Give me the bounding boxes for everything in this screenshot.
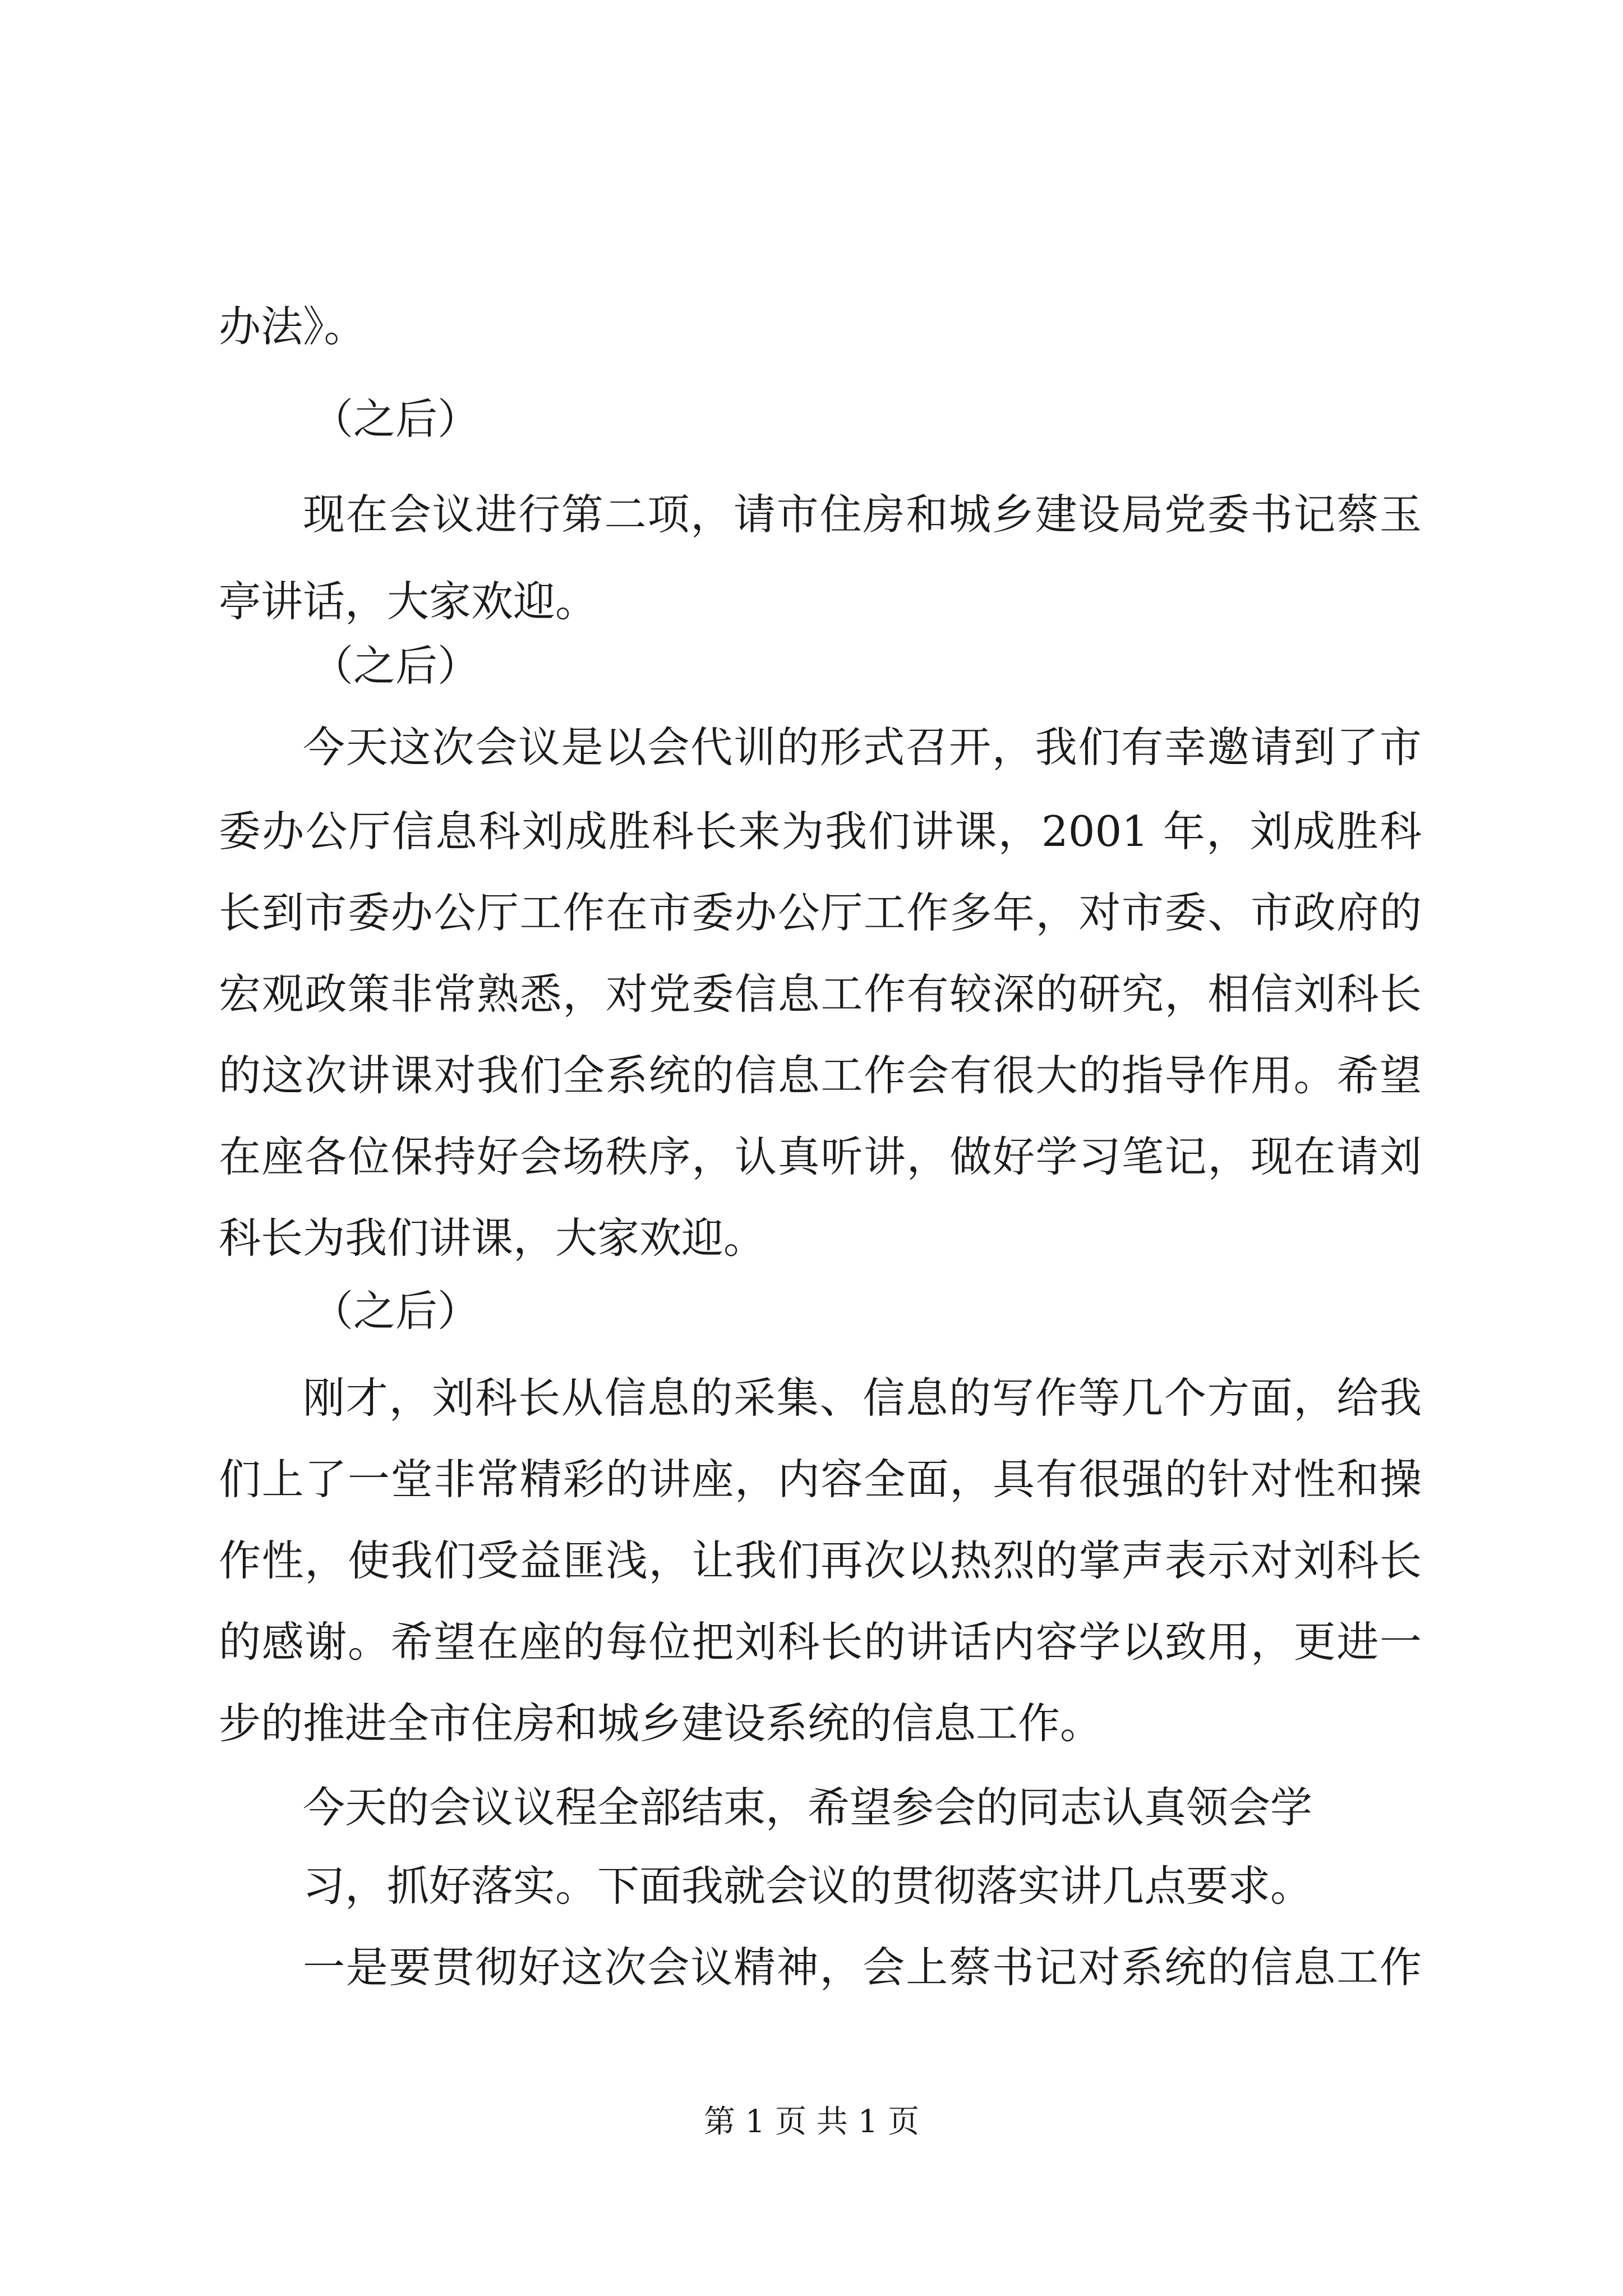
stage-direction: （之后）: [311, 394, 480, 444]
body-text-line: 作性，使我们受益匪浅，让我们再次以热烈的掌声表示对刘科长: [219, 1536, 1422, 1585]
body-text-line: 在座各位保持好会场秩序，认真听讲，做好学习笔记，现在请刘: [219, 1132, 1422, 1181]
body-text-line: 宏观政策非常熟悉，对党委信息工作有较深的研究，相信刘科长: [219, 969, 1422, 1019]
body-text-line: 习，抓好落实。下面我就会议的贯彻落实讲几点要求。: [303, 1861, 1313, 1911]
body-text-line: 的感谢。希望在座的每位把刘科长的讲话内容学以致用，更进一: [219, 1617, 1422, 1667]
body-text-line: 今天这次会议是以会代训的形式召开，我们有幸邀请到了市: [303, 723, 1422, 772]
body-text-line: 步的推进全市住房和城乡建设系统的信息工作。: [219, 1699, 1103, 1748]
body-text-line: 长到市委办公厅工作在市委办公厅工作多年，对市委、市政府的: [219, 888, 1422, 937]
stage-direction: （之后）: [311, 1286, 480, 1336]
body-text-line: 一是要贯彻好这次会议精神，会上蔡书记对系统的信息工作: [303, 1943, 1422, 1992]
body-text-line: 们上了一堂非常精彩的讲座，内容全面，具有很强的针对性和操: [219, 1455, 1422, 1504]
body-text-line: 现在会议进行第二项，请市住房和城乡建设局党委书记蔡玉: [303, 490, 1422, 539]
body-text-line: 科长为我们讲课，大家欢迎。: [219, 1213, 766, 1263]
body-text-line: 刚才，刘科长从信息的采集、信息的写作等几个方面，给我: [303, 1373, 1422, 1423]
body-text-line: 办法》。: [219, 302, 366, 351]
body-text-line: 亭讲话，大家欢迎。: [219, 577, 598, 626]
stage-direction: （之后）: [311, 641, 480, 691]
body-text-line: 委办公厅信息科刘成胜科长来为我们讲课，2001 年，刘成胜科: [219, 807, 1422, 856]
body-text-line: 今天的会议议程全部结束，希望参会的同志认真领会学: [303, 1783, 1313, 1832]
page-footer: 第 1 页 共 1 页: [703, 2104, 920, 2140]
body-text-line: 的这次讲课对我们全系统的信息工作会有很大的指导作用。希望: [219, 1051, 1422, 1100]
